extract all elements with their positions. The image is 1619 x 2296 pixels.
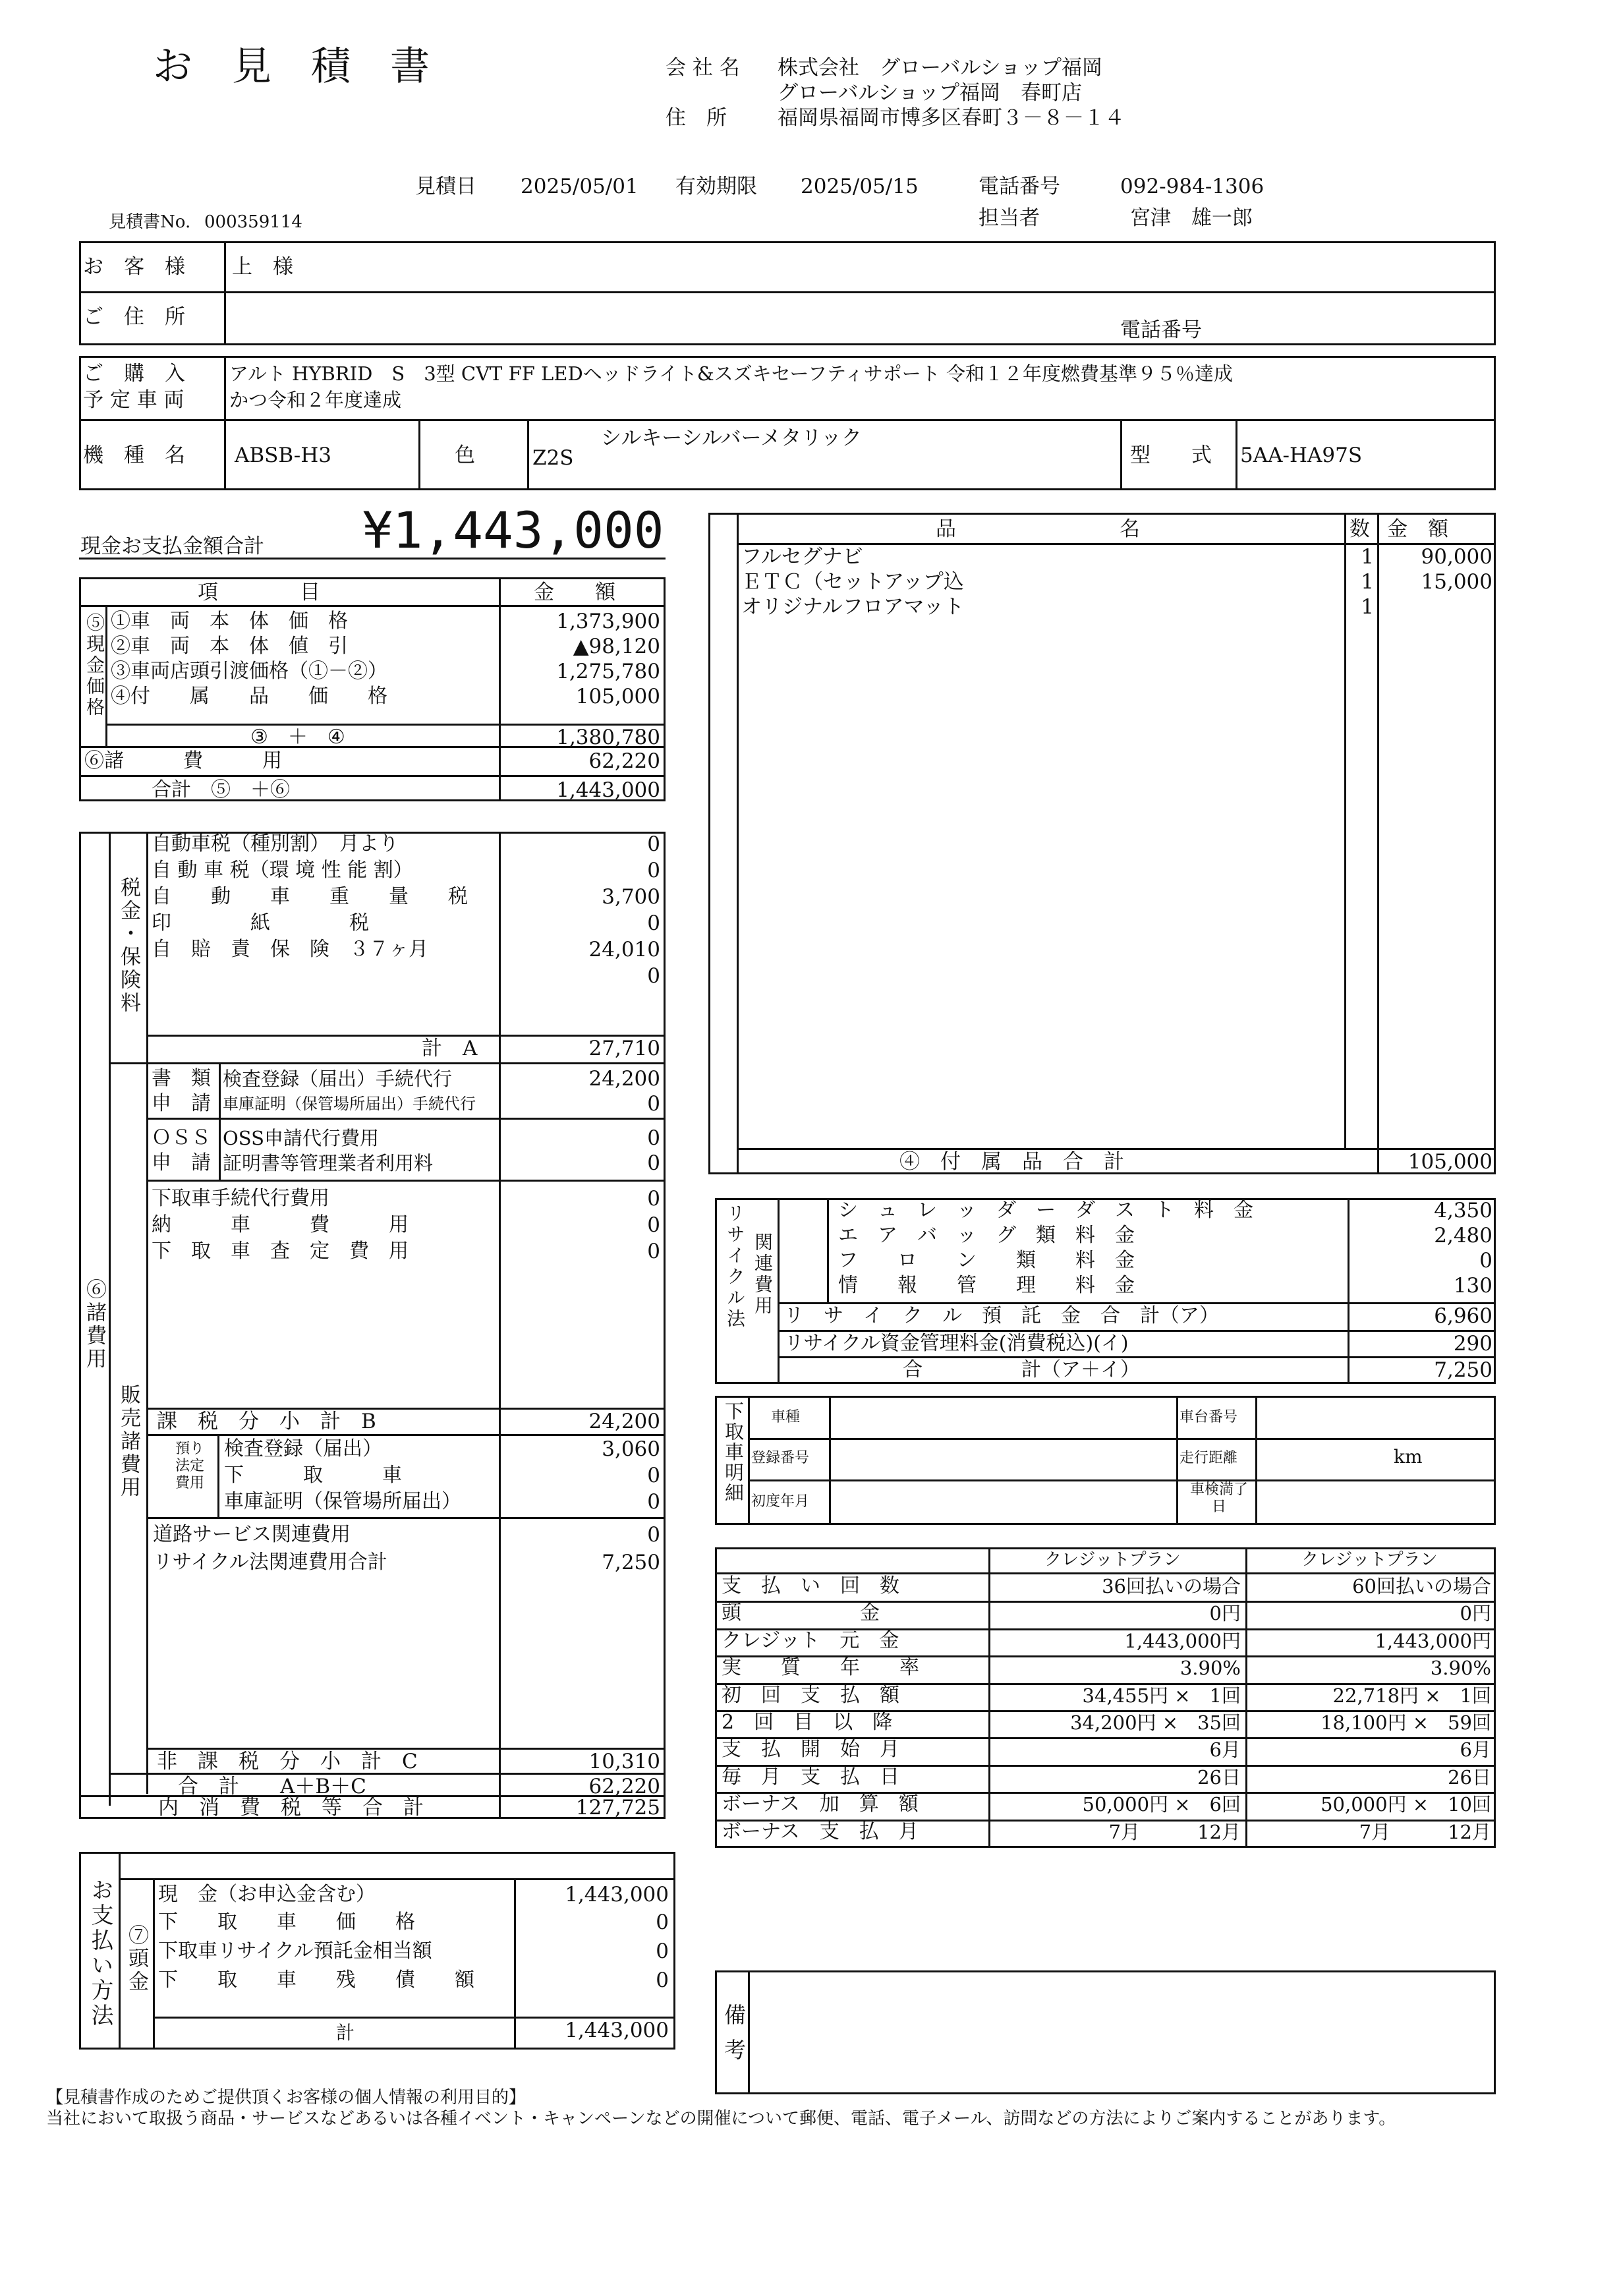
credit-plan-a-value: 3.90% [1179, 1657, 1241, 1680]
tax-row-value: 0 [647, 964, 660, 988]
price-row-value: 1,275,780 [556, 660, 660, 683]
color-name: シルキーシルバーメタリック [601, 426, 862, 450]
tax-row-label: 自 動 車 重 量 税 [152, 885, 468, 908]
customer-address-label: ご 住 所 [83, 305, 185, 329]
credit-plan-a-value: 1,443,000円 [1124, 1629, 1241, 1652]
tradein-mileage-unit: km [1394, 1446, 1423, 1468]
misc-fee-label: リサイクル法関連費用合計 [153, 1551, 387, 1574]
credit-plan-b-value: 7月 12月 [1359, 1820, 1491, 1843]
accessory-amount: 15,000 [1421, 570, 1492, 594]
other-fee-value: 0 [647, 1240, 660, 1263]
recycle-related-label: 関連費用 [752, 1232, 774, 1317]
privacy-text: 当社において取扱う商品・サービスなどあるいは各種イベント・キャンペーンなどの開催について郵便、電話、電子メール、訪問などの方法によりご案内することがあります。 [46, 2109, 1396, 2129]
color-label: 色 [455, 444, 475, 467]
credit-row-label: 実 質 年 率 [722, 1656, 919, 1680]
credit-row-label: ボーナス 支 払 月 [722, 1820, 919, 1843]
cash-total-label: 現金お支払金額合計 [80, 534, 264, 558]
sales-fees-label: 販売諸費用 [117, 1384, 140, 1499]
credit-row-label: 初 回 支 払 額 [722, 1683, 899, 1707]
misc-fee-value: 7,250 [602, 1551, 660, 1574]
company-address-label: 住 所 [666, 106, 727, 130]
procedure-value: 0 [647, 1151, 660, 1175]
recycle-deposit-value: 6,960 [1434, 1304, 1492, 1328]
price-row-value: 1,443,000 [556, 778, 660, 802]
nontaxable-c-label: 非 課 税 分 小 計 C [157, 1750, 418, 1773]
recycle-total-label: 合 計（ア＋イ） [903, 1358, 1140, 1381]
price-row-label: 合計 ⑤ ＋⑥ [152, 778, 290, 801]
credit-plan-b-value: 1,443,000円 [1375, 1629, 1491, 1652]
other-fee-value: 0 [647, 1213, 660, 1237]
subtotal-a-label: 計 A [422, 1037, 478, 1060]
remarks-label: 備考 [721, 2003, 747, 2073]
company-name-label: 会 社 名 [666, 56, 740, 80]
consumption-tax-value: 127,725 [575, 1796, 660, 1820]
privacy-heading: 【見積書作成のためご提供頂くお客様の個人情報の利用目的】 [46, 2088, 526, 2108]
company-address: 福岡県福岡市博多区春町３－８－１４ [778, 106, 1125, 130]
customer-name: 上 様 [232, 255, 293, 279]
accessory-amount: 90,000 [1421, 545, 1492, 569]
procedure-value: 0 [647, 1092, 660, 1116]
credit-plan-a-value: 50,000円 × 6回 [1082, 1793, 1241, 1816]
recycle-fee-value: 4,350 [1434, 1199, 1492, 1222]
accessory-qty: 1 [1361, 570, 1374, 594]
payment-total-label: 計 [336, 2022, 355, 2044]
credit-row-label: 毎 月 支 払 日 [722, 1765, 899, 1789]
nontaxable-c-value: 10,310 [588, 1750, 660, 1773]
recycle-law-label: リサイクル法 [724, 1203, 746, 1330]
credit-plan-a-value: 34,200円 × 35回 [1070, 1711, 1241, 1734]
procedure-value: 24,200 [588, 1067, 660, 1091]
consumption-tax-label: 内 消 費 税 等 合 計 [158, 1796, 424, 1820]
tax-row-value: 24,010 [588, 938, 660, 961]
credit-plan-a-value: 7月 12月 [1108, 1820, 1241, 1843]
recycle-fee-value: 130 [1453, 1274, 1492, 1298]
estimate-date: 2025/05/01 [521, 175, 639, 198]
recycle-deposit-label: リ サ イ ク ル 預 託 金 合 計（ア） [784, 1304, 1219, 1327]
remarks-box [715, 1970, 1496, 2094]
credit-plan-b-value: 6月 [1460, 1738, 1491, 1762]
payment-row-value: 0 [656, 1910, 669, 1934]
cash-price-group-label: ⑤現金価格 [84, 613, 105, 718]
credit-row-label: 支 払 い 回 数 [722, 1574, 899, 1597]
credit-plan-b-value: 3.90% [1430, 1657, 1491, 1680]
recycle-fee-label: フ ロ ン 類 料 金 [838, 1249, 1135, 1272]
procedure-label: 車庫証明（保管場所届出）手続代行 [223, 1095, 476, 1113]
tradein-car-label: 車種 [771, 1409, 801, 1425]
other-fee-label: 納 車 費 用 [152, 1213, 409, 1236]
tradein-reg-label: 登録番号 [751, 1450, 810, 1466]
tax-row-label: 印 紙 税 [152, 911, 369, 934]
credit-row-label: ボーナス 加 算 額 [722, 1793, 919, 1816]
payment-row-label: 下取車リサイクル預託金相当額 [158, 1939, 432, 1963]
staff-label: 担当者 [979, 206, 1040, 230]
estimate-no: 000359114 [204, 212, 302, 232]
other-fee-label: 下 取 車 査 定 費 用 [152, 1240, 409, 1263]
price-row-label: ②車 両 本 体 値 引 [111, 635, 348, 658]
payment-method-label: お支払い方法 [87, 1878, 113, 2028]
accessory-name: ＥＴＣ（セットアップ込 [741, 570, 964, 594]
payment-row-value: 0 [656, 1968, 669, 1992]
type-value: 5AA-HA97S [1240, 444, 1363, 467]
company-name: 株式会社 グローバルショップ福岡 [778, 56, 1103, 80]
tradein-table [715, 1396, 1496, 1525]
payment-row-label: 現 金（お申込金含む） [158, 1883, 376, 1906]
procedure-kind: ＯＳＳ [152, 1126, 211, 1149]
deposit-fee-row-label: 検査登録（届出） [224, 1437, 382, 1460]
vehicle-description-2: かつ令和２年度達成 [229, 389, 402, 411]
down-payment-label: ⑦頭金 [125, 1924, 148, 1994]
recycle-fee-value: 2,480 [1434, 1224, 1492, 1248]
procedure-value: 0 [647, 1126, 660, 1150]
tax-row-value: 3,700 [602, 885, 660, 909]
price-row-value: 105,000 [575, 685, 660, 708]
recycle-mgmt-value: 290 [1453, 1332, 1492, 1356]
estimate-no-label: 見積書No. [109, 212, 191, 232]
purchase-label-1: ご 購 入 [83, 362, 185, 386]
deposit-fee-row-label: 車庫証明（保管場所届出） [224, 1490, 461, 1513]
price-row-label: ④付 属 品 価 格 [111, 685, 387, 708]
credit-plan-a-value: 34,455円 × 1回 [1082, 1684, 1241, 1707]
phone-number: 092-984-1306 [1120, 175, 1264, 198]
document-title: お 見 積 書 [153, 43, 430, 90]
credit-plan-a-value: 26日 [1197, 1765, 1241, 1789]
cash-total-value: ¥1,443,000 [362, 501, 664, 560]
recycle-fee-label: シ ュ レ ッ ダ ー ダ ス ト 料 金 [838, 1199, 1253, 1222]
model-value: ABSB-H3 [235, 444, 331, 467]
price-header-item: 項 目 [198, 581, 320, 604]
price-row-label: ③ ＋ ④ [250, 726, 345, 749]
credit-row-label: 支 払 開 始 月 [722, 1738, 899, 1762]
price-row-value: 1,373,900 [556, 610, 660, 633]
tradein-inspection-label: 車検満了日 [1189, 1481, 1248, 1515]
accessories-total-value: 105,000 [1407, 1150, 1492, 1174]
procedure-label: 証明書等管理業者利用料 [223, 1152, 434, 1174]
deposit-fee-row-value: 0 [647, 1490, 660, 1514]
procedure-label: 検査登録（届出）手続代行 [223, 1068, 453, 1090]
recycle-total-value: 7,250 [1434, 1358, 1492, 1382]
price-row-label: ①車 両 本 体 価 格 [111, 610, 348, 633]
accessory-name: フルセグナビ [741, 545, 863, 569]
tradein-mileage-label: 走行距離 [1179, 1450, 1238, 1466]
tax-insurance-label: 税金・保険料 [117, 876, 140, 1015]
valid-until: 2025/05/15 [801, 175, 919, 198]
taxable-b-value: 24,200 [588, 1410, 660, 1433]
payment-row-label: 下 取 車 価 格 [158, 1910, 415, 1934]
subtotal-a-value: 27,710 [588, 1037, 660, 1060]
accessories-header-qty: 数 [1349, 517, 1370, 541]
company-branch: グローバルショップ福岡 春町店 [778, 81, 1083, 105]
tax-row-value: 0 [647, 832, 660, 856]
valid-until-label: 有効期限 [675, 175, 757, 198]
deposit-fee-row-value: 3,060 [602, 1437, 660, 1461]
price-row-label: ③車両店頭引渡価格（①－②） [111, 660, 387, 683]
tax-row-label: 自動車税（種別割） 月より [152, 832, 399, 855]
tax-row-value: 0 [647, 859, 660, 882]
credit-plan-b-value: 60回払いの場合 [1352, 1575, 1491, 1597]
price-row-label: ⑥諸 費 用 [84, 749, 282, 772]
payment-row-label: 下 取 車 残 債 額 [158, 1968, 474, 1992]
recycle-fee-label: 情 報 管 理 料 金 [838, 1274, 1135, 1297]
payment-row-value: 0 [656, 1939, 669, 1963]
fees-total-label: 合 計 A＋B＋C [178, 1775, 366, 1798]
accessory-name: オリジナルフロアマット [741, 595, 965, 619]
customer-label: お 客 様 [83, 255, 185, 279]
credit-plan-b-value: 50,000円 × 10回 [1321, 1793, 1491, 1816]
credit-plan-b-value: 26日 [1448, 1765, 1491, 1789]
deposit-fee-row-label: 下 取 車 [224, 1464, 402, 1487]
accessory-qty: 1 [1361, 595, 1374, 619]
tax-row-value: 0 [647, 911, 660, 935]
fees-group-label: ⑥諸費用 [82, 1278, 106, 1371]
payment-row-value: 1,443,000 [565, 1883, 669, 1907]
credit-plan-b-value: 18,100円 × 59回 [1321, 1711, 1491, 1734]
procedure-label: OSS申請代行費用 [223, 1127, 379, 1149]
recycle-mgmt-label: リサイクル資金管理料金(消費税込)(イ) [784, 1332, 1129, 1355]
model-label: 機 種 名 [83, 444, 185, 467]
estimate-date-label: 見積日 [415, 175, 476, 198]
accessories-header-amount: 金 額 [1387, 517, 1448, 541]
tradein-first-reg-label: 初度年月 [751, 1493, 810, 1510]
deposit-fee-row-value: 0 [647, 1464, 660, 1487]
credit-plan-b-value: 22,718円 × 1回 [1332, 1684, 1491, 1707]
taxable-b-label: 課 税 分 小 計 B [157, 1410, 376, 1433]
fees-total-value: 62,220 [588, 1775, 660, 1798]
other-fee-label: 下取車手続代行費用 [152, 1187, 329, 1210]
accessories-total-label: ④ 付 属 品 合 計 [899, 1150, 1124, 1174]
recycle-fee-value: 0 [1479, 1249, 1492, 1273]
color-code: Z2S [532, 446, 574, 470]
other-fee-value: 0 [647, 1187, 660, 1211]
payment-total-value: 1,443,000 [565, 2019, 669, 2042]
credit-row-label: 2 回 目 以 降 [722, 1711, 893, 1734]
credit-plan-b-value: 0円 [1460, 1602, 1491, 1625]
procedure-kind: 申 請 [152, 1092, 211, 1115]
tradein-label: 下取車明細 [722, 1401, 745, 1503]
tradein-number-label: 車台番号 [1179, 1409, 1238, 1425]
accessories-header-name: 品 名 [936, 517, 1140, 541]
credit-plan-a-value: 36回払いの場合 [1102, 1575, 1241, 1597]
credit-plan-a-value: 0円 [1209, 1602, 1241, 1625]
tax-row-label: 自 動 車 税（環 境 性 能 割） [152, 859, 413, 882]
accessory-qty: 1 [1361, 545, 1374, 569]
tax-row-label: 自 賠 責 保 険 ３７ヶ月 [152, 938, 428, 961]
deposit-fee-label: 預り法定費用 [175, 1441, 205, 1491]
credit-plan-label-a: クレジットプラン [1044, 1550, 1181, 1570]
credit-plan-label-b: クレジットプラン [1301, 1550, 1438, 1570]
purchase-label-2: 予 定 車 両 [83, 388, 185, 412]
procedure-kind: 書 類 [152, 1067, 211, 1090]
credit-row-label: 頭 金 [722, 1601, 880, 1625]
credit-row-label: クレジット 元 金 [722, 1628, 899, 1652]
price-header-amount: 金 額 [534, 581, 615, 604]
misc-fee-value: 0 [647, 1523, 660, 1547]
staff-name: 宮津 雄一郎 [1130, 206, 1253, 230]
customer-phone-label: 電話番号 [1120, 318, 1202, 342]
price-row-value: 62,220 [588, 749, 660, 773]
price-row-value: 1,380,780 [556, 726, 660, 749]
vehicle-description: アルト HYBRID S 3型 CVT FF LEDヘッドライト&スズキセーフティサポート 令和１２年度燃費基準９５％達成 [229, 362, 1233, 385]
misc-fee-label: 道路サービス関連費用 [153, 1523, 351, 1546]
type-label: 型 式 [1130, 444, 1212, 467]
credit-plan-a-value: 6月 [1209, 1738, 1241, 1762]
price-row-value: ▲98,120 [573, 635, 660, 658]
procedure-kind: 申 請 [152, 1151, 211, 1174]
phone-label: 電話番号 [979, 175, 1060, 198]
recycle-fee-label: エ ア バ ッ グ 類 料 金 [838, 1224, 1135, 1247]
